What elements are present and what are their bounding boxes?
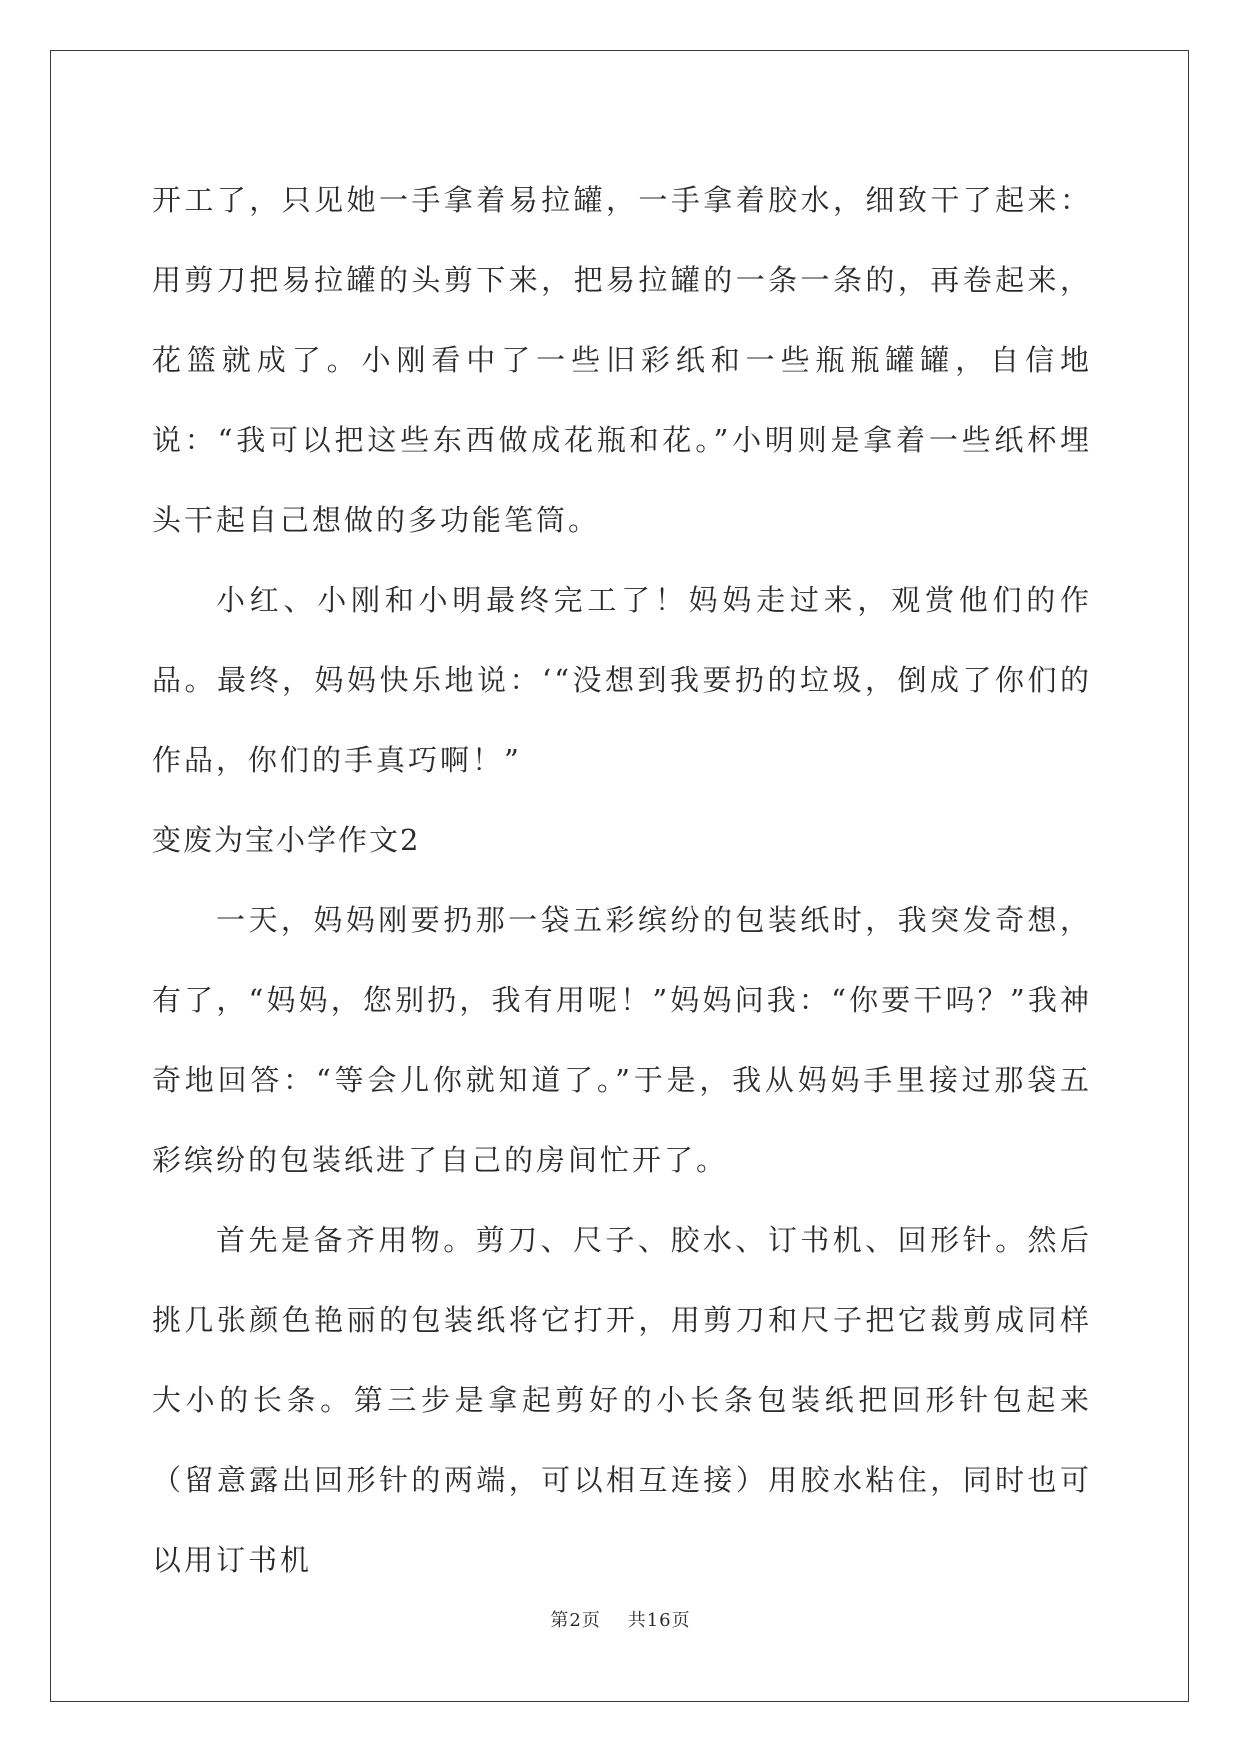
paragraph-2: 小红、小刚和小明最终完工了！妈妈走过来，观赏他们的作品。最终，妈妈快乐地说：‘“没想到我要扔的垃圾，倒成了你们的作品，你们的手真巧啊！” [152, 583, 1092, 777]
section-title: 变废为宝小学作文2 [152, 823, 421, 857]
paragraph-4: 首先是备齐用物。剪刀、尺子、胶水、订书机、回形针。然后挑几张颜色艳丽的包装纸将它打开，用剪刀和尺子把它裁剪成同样大小的长条。第三步是拿起剪好的小长条包装纸把回形针包起来（留意露出回形针的两端，可以相互连接）用胶水粘住，同时也可以用订书机 [152, 1223, 1092, 1577]
paragraph-1: 开工了，只见她一手拿着易拉罐，一手拿着胶水，细致干了起来：用剪刀把易拉罐的头剪下来，把易拉罐的一条一条的，再卷起来，花篮就成了。小刚看中了一些旧彩纸和一些瓶瓶罐罐，自信地说：“我可以把这些东西做成花瓶和花。”小明则是拿着一些纸杯埋头干起自己想做的多功能笔筒。 [152, 183, 1092, 537]
document-body [152, 160, 1092, 1600]
page-number-footer: 第2页 共16页 [550, 1610, 691, 1631]
paragraph-3: 一天，妈妈刚要扔那一袋五彩缤纷的包装纸时，我突发奇想，有了，“妈妈，您别扔，我有用呢！”妈妈问我：“你要干吗？”我神奇地回答：“等会儿你就知道了。”于是，我从妈妈手里接过那袋五彩缤纷的包装纸进了自己的房间忙开了。 [152, 903, 1092, 1177]
